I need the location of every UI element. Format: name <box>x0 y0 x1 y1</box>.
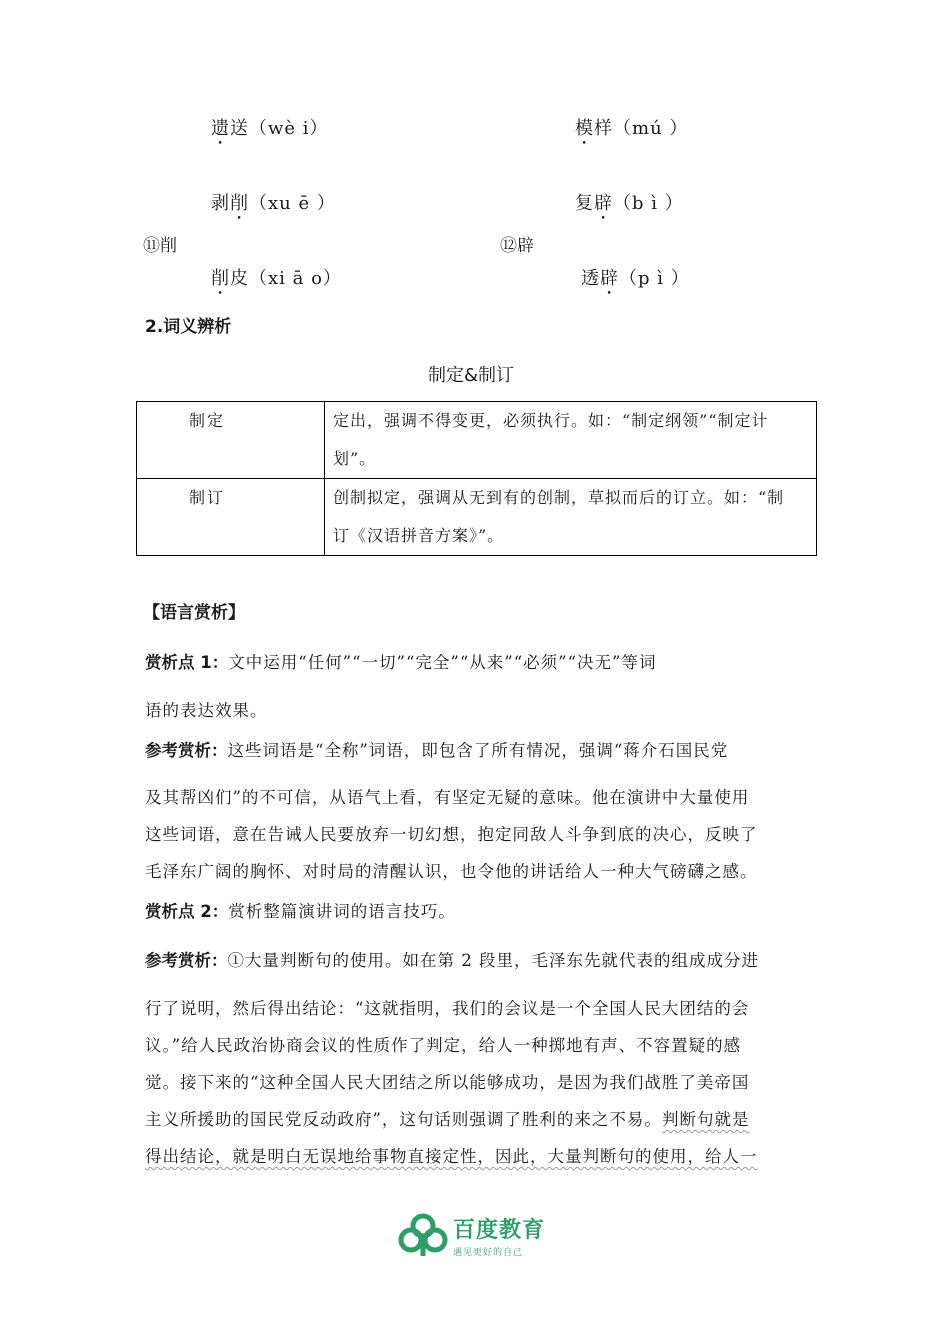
point2-line: 赏析点 2：赏析整篇演讲词的语言技巧。 <box>145 902 456 921</box>
section-title-language: 【语言赏析】 <box>143 603 245 623</box>
answer2-line1: 参考赏析：①大量判断句的使用。如在第 2 段里，毛泽东先就代表的组成成分进 <box>145 951 759 970</box>
term-cell: 制订 <box>137 479 325 556</box>
item-11-xue: ⑪削 <box>143 236 177 256</box>
definition-line: 创制拟定，强调从无到有的创制，草拟而后的订立。如：“制 <box>333 488 785 507</box>
pinyin-xiaopi: 削皮（xi ā o） <box>211 268 342 289</box>
answer1-line4: 毛泽东广阔的胸怀、对时局的清醒认识，也令他的讲话给人一种大气磅礴之感。 <box>145 862 758 881</box>
point1-line1: 赏析点 1：文中运用“任何”“一切”“完全”“从来”“必须”“决无”等词 <box>145 653 657 672</box>
answer2-line4: 觉。接下来的“这种全国人民大团结之所以能够成功，是因为我们战胜了美帝国 <box>145 1073 750 1092</box>
definition-line: 订《汉语拼音方案》”。 <box>333 526 505 545</box>
definition-table <box>136 401 817 556</box>
pinyin-fubi: 复辟（b ì ） <box>575 193 684 214</box>
answer1-line2: 及其帮凶们”的不可信，从语气上看，有坚定无疑的意味。他在演讲中大量使用 <box>145 788 750 807</box>
answer1-line3: 这些词语，意在告诫人民要放弃一切幻想，抱定同敌人斗争到底的决心，反映了 <box>145 825 758 844</box>
brand-slogan: 遇见更好的自己 <box>453 1248 524 1258</box>
section-title-word-meaning: 2.词义辨析 <box>145 317 232 337</box>
compare-title: 制定&制订 <box>428 365 515 386</box>
answer2-line2: 行了说明，然后得出结论：“这就指明，我们的会议是一个全国人民大团结的会 <box>145 999 750 1018</box>
definition-line: 定出，强调不得变更，必须执行。如：“制定纲领”“制定计 <box>333 411 769 430</box>
answer1-line1: 参考赏析：这些词语是“全称”词语，即包含了所有情况，强调“蒋介石国民党 <box>145 741 729 760</box>
table-row <box>137 402 817 479</box>
pinyin-boxue: 剥削（xu ē ） <box>211 193 336 214</box>
answer2-line6: 得出结论，就是明白无误地给事物直接定性，因此，大量判断句的使用，给人一 <box>145 1147 758 1166</box>
item-12-bi: ⑫辟 <box>500 236 534 256</box>
footer-brand <box>453 1213 545 1258</box>
term-cell: 制定 <box>137 402 325 479</box>
table-row <box>137 479 817 556</box>
pinyin-toupi: 透辟（p ì ） <box>581 268 690 289</box>
pinyin-muyang: 模样（mú ） <box>575 118 689 139</box>
definition-cell <box>325 479 817 556</box>
brand-name: 百度教育 <box>453 1218 546 1243</box>
definition-cell <box>325 402 817 479</box>
point1-line2: 语的表达效果。 <box>145 701 268 720</box>
pinyin-yiwei: 遗送（wè i） <box>211 118 329 139</box>
definition-line: 划”。 <box>333 449 377 468</box>
baidu-education-logo-icon <box>398 1213 448 1261</box>
answer2-line3: 议。”给人民政治协商会议的性质作了判定，给人一种掷地有声、不容置疑的感 <box>145 1036 742 1055</box>
answer2-line5: 主义所援助的国民党反动政府”，这句话则强调了胜利的来之不易。判断句就是 <box>145 1110 750 1129</box>
